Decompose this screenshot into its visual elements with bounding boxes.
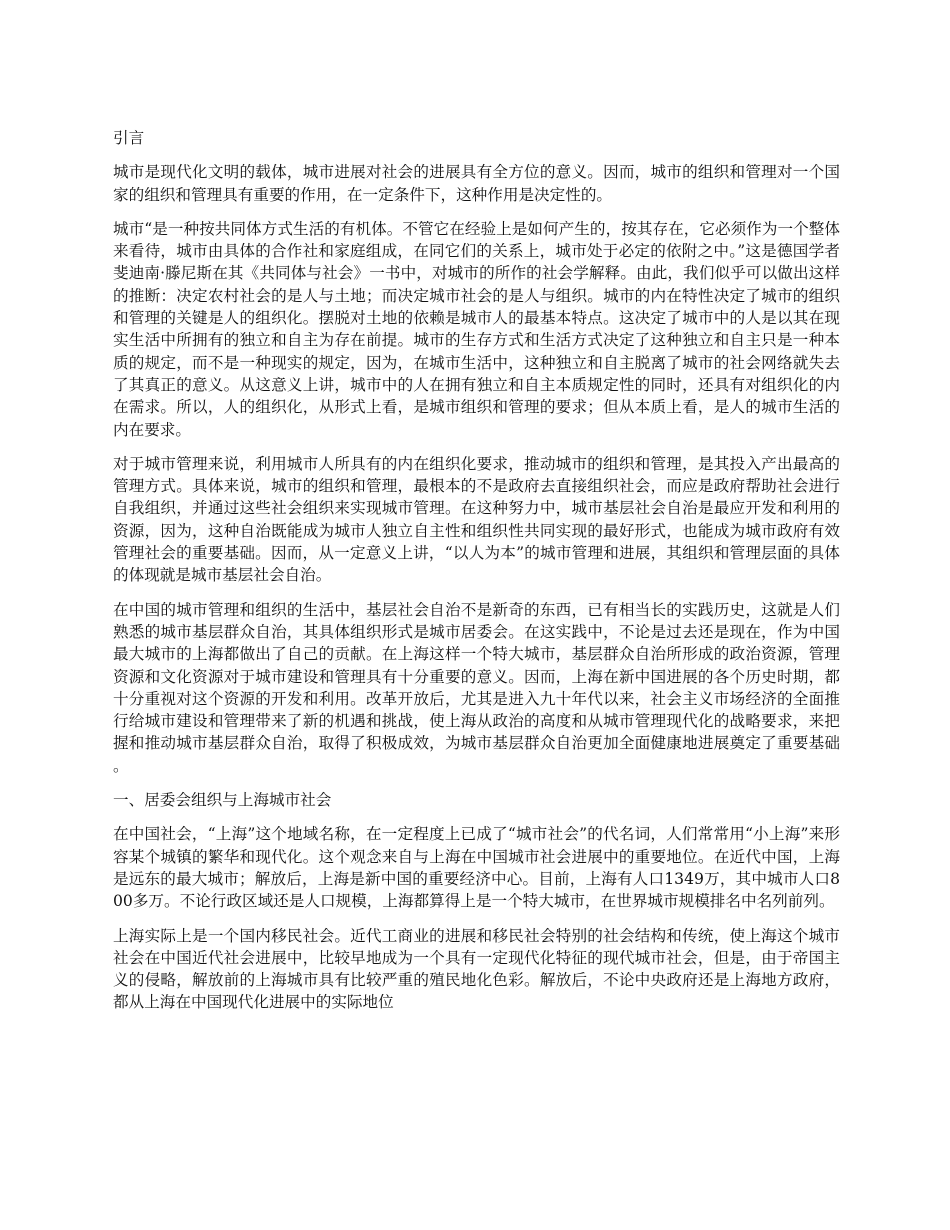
intro-paragraph-4: 在中国的城市管理和组织的生活中，基层社会自治不是新奇的东西，已有相当长的实践历史，这就是人们熟悉的城市基层群众自治，其具体组织形式是城市居委会。在这实践中，不论是过去还是现在，作为中国最大城市的上海都做出了自己的贡献。在上海这样一个特大城市，基层群众自治所形成的政治资源，管理资源和文化资源对于城市建设和管理具有十分重要的意义。因而，上海在新中国进展的各个历史时期，都十分重视对这个资源的开发和利用。改革开放后，尤其是进入九十年代以来，社会主义市场经济的全面推行给城市建设和管理带来了新的机遇和挑战，使上海从政治的高度和从城市管理现代化的战略要求，来把握和推动城市基层群众自治，取得了积极成效，为城市基层群众自治更加全面健康地进展奠定了重要基础。 (113, 600, 840, 775)
section-1-paragraph-2: 上海实际上是一个国内移民社会。近代工商业的进展和移民社会特别的社会结构和传统，使上海这个城市社会在中国近代社会进展中，比较早地成为一个具有一定现代化特征的现代城市社会，但是，由于帝国主义的侵略，解放前的上海城市具有比较严重的殖民地化色彩。解放后，不论中央政府还是上海地方政府，都从上海在中国现代化进展中的实际地位 (113, 926, 840, 1012)
intro-paragraph-2: 城市“是一种按共同体方式生活的有机体。不管它在经验上是如何产生的，按其存在，它必须作为一个整体来看待，城市由具体的合作社和家庭组成，在同它们的关系上，城市处于必定的依附之中。”这是德国学者斐迪南·滕尼斯在其《共同体与社会》一书中，对城市的所作的社会学解释。由此，我们似乎可以做出这样的推断：决定农村社会的是人与土地；而决定城市社会的是人与组织。城市的内在特性决定了城市的组织和管理的关键是人的组织化。摆脱对土地的依赖是城市人的最基本特点。这决定了城市中的人是以其在现实生活中所拥有的独立和自主为存在前提。城市的生存方式和生活方式决定了这种独立和自主只是一种本质的规定，而不是一种现实的规定，因为，在城市生活中，这种独立和自主脱离了城市的社会网络就失去了其真正的意义。从这意义上讲，城市中的人在拥有独立和自主本质规定性的同时，还具有对组织化的内在需求。所以，人的组织化，从形式上看，是城市组织和管理的要求；但从本质上看，是人的城市生活的内在要求。 (113, 219, 840, 439)
intro-paragraph-3: 对于城市管理来说，利用城市人所具有的内在组织化要求，推动城市的组织和管理，是其投入产出最高的管理方式。具体来说，城市的组织和管理，最根本的不是政府去直接组织社会，而应是政府帮助社会进行自我组织，并通过这些社会组织来实现城市管理。在这种努力中，城市基层社会自治是最应开发和利用的资源，因为，这种自治既能成为城市人独立自主性和组织性共同实现的最好形式，也能成为城市政府有效管理社会的重要基础。因而，从一定意义上讲，“以人为本”的城市管理和进展，其组织和管理层面的具体的体现就是城市基层社会自治。 (113, 454, 840, 585)
section-1-paragraph-1: 在中国社会，“上海”这个地域名称，在一定程度上已成了“城市社会”的代名词，人们常常用“小上海”来形容某个城镇的繁华和现代化。这个观念来自与上海在中国城市社会进展中的重要地位。在近代中国，上海是远东的最大城市；解放后，上海是新中国的重要经济中心。目前，上海有人口1349万，其中城市人口800多万。不论行政区域还是人口规模，上海都算得上是一个特大城市，在世界城市规模排名中名列前列。 (113, 825, 840, 911)
document-body (113, 127, 840, 1026)
section-1-heading: 一、居委会组织与上海城市社会 (113, 791, 332, 810)
intro-heading: 引言 (113, 129, 145, 147)
intro-paragraph-1: 城市是现代化文明的载体，城市进展对社会的进展具有全方位的意义。因而，城市的组织和管理对一个国家的组织和管理具有重要的作用，在一定条件下，这种作用是决定性的。 (113, 163, 840, 204)
